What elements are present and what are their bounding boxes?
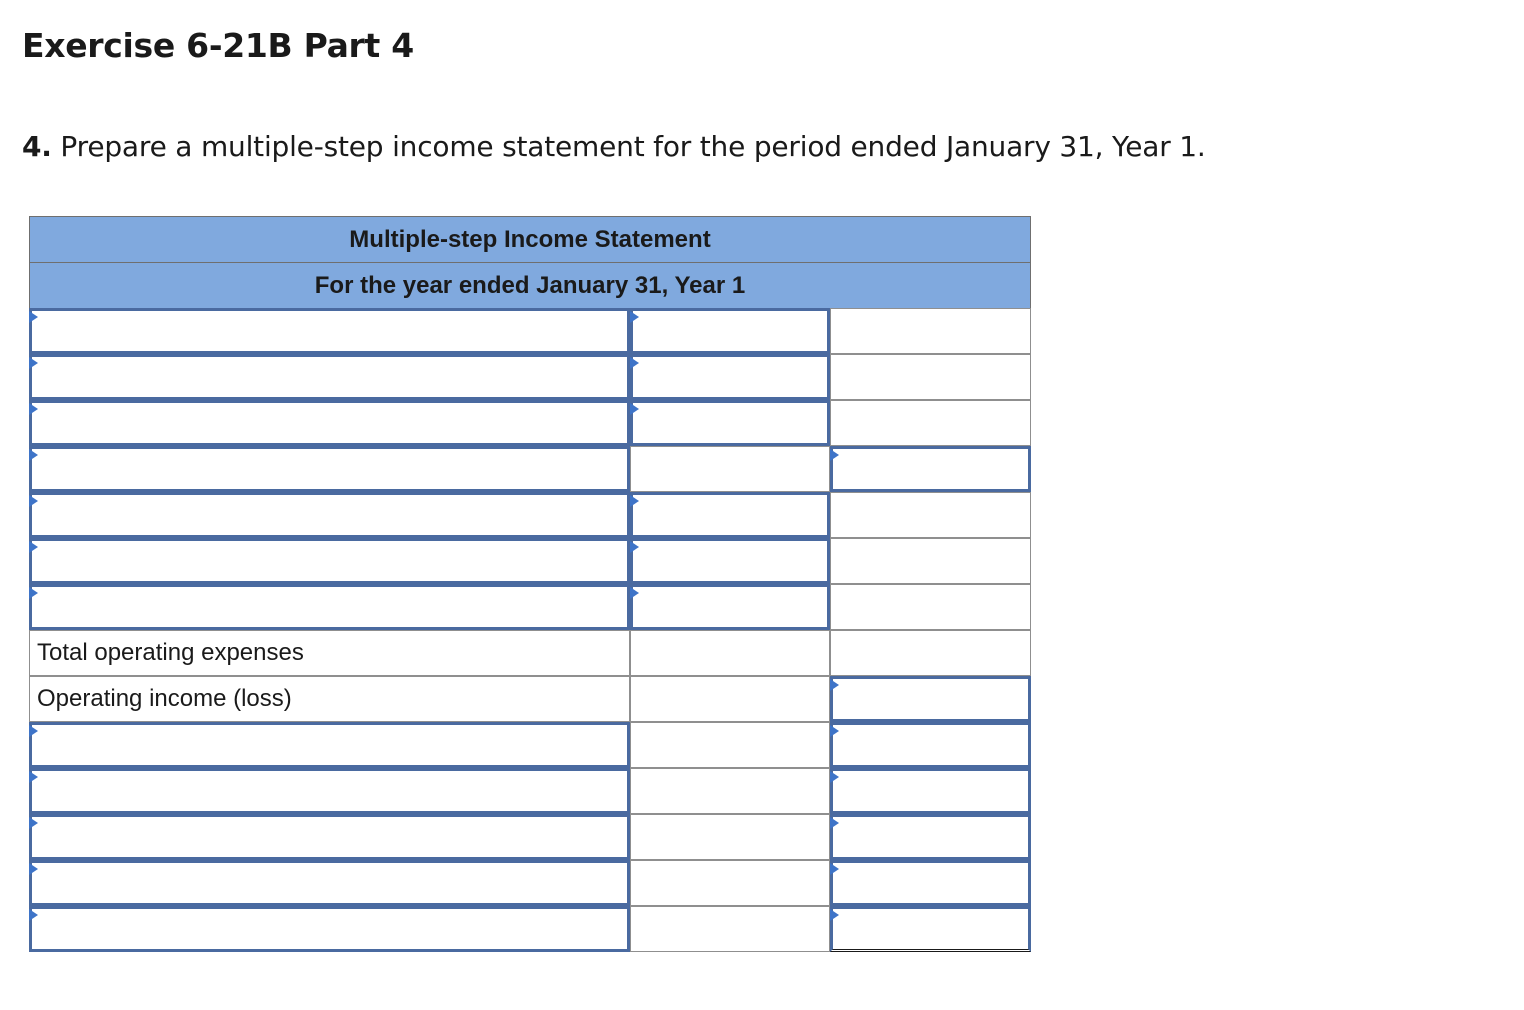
account-dropdown[interactable] [29, 446, 630, 492]
statement-row [29, 538, 1031, 584]
amount-input[interactable] [633, 495, 827, 535]
statement-row [29, 768, 1031, 814]
total-input-cell[interactable] [830, 768, 1031, 814]
total-input[interactable] [833, 725, 1028, 765]
account-input[interactable] [32, 541, 627, 581]
account-dropdown[interactable] [29, 400, 630, 446]
account-input[interactable] [32, 725, 627, 765]
total-input[interactable] [833, 679, 1028, 719]
statement-row [29, 676, 1031, 722]
statement-row [29, 722, 1031, 768]
total-input[interactable] [833, 449, 1028, 489]
statement-row [29, 354, 1031, 400]
total-input[interactable] [833, 817, 1028, 857]
amount-input[interactable] [633, 311, 827, 351]
operating-income-label-cell [29, 676, 630, 722]
amount-cell [630, 860, 830, 906]
total-cell [830, 630, 1031, 676]
account-dropdown[interactable] [29, 768, 630, 814]
account-input[interactable] [32, 495, 627, 535]
total-operating-expenses-label: Total operating expenses [37, 639, 304, 666]
amount-input-cell[interactable] [630, 538, 830, 584]
operating-income-label: Operating income (loss) [37, 685, 292, 712]
exercise-title: Exercise 6-21B Part 4 [22, 26, 414, 65]
total-input-cell[interactable] [830, 814, 1031, 860]
instruction [22, 130, 1206, 163]
total-cell [830, 538, 1031, 584]
total-cell [830, 308, 1031, 354]
total-cell [830, 584, 1031, 630]
total-input-cell[interactable] [830, 860, 1031, 906]
account-input[interactable] [32, 909, 627, 949]
net-income-input[interactable] [833, 909, 1028, 949]
statement-grid [29, 308, 1031, 952]
amount-input[interactable] [633, 357, 827, 397]
statement-row [29, 860, 1031, 906]
statement-row [29, 906, 1031, 952]
account-input[interactable] [32, 311, 627, 351]
statement-title: Multiple-step Income Statement [29, 216, 1031, 263]
total-input-cell[interactable] [830, 446, 1031, 492]
total-cell [830, 400, 1031, 446]
account-input[interactable] [32, 357, 627, 397]
statement-row [29, 584, 1031, 630]
account-dropdown[interactable] [29, 860, 630, 906]
amount-cell [630, 630, 830, 676]
amount-cell [630, 722, 830, 768]
account-input[interactable] [32, 587, 627, 627]
amount-input-cell[interactable] [630, 584, 830, 630]
statement-row [29, 630, 1031, 676]
statement-row [29, 446, 1031, 492]
total-input-cell[interactable] [830, 676, 1031, 722]
amount-cell [630, 446, 830, 492]
statement-period: For the year ended January 31, Year 1 [29, 262, 1031, 309]
total-input-cell[interactable] [830, 722, 1031, 768]
amount-input[interactable] [633, 403, 827, 443]
amount-cell [630, 814, 830, 860]
account-input[interactable] [32, 449, 627, 489]
total-cell [830, 492, 1031, 538]
account-dropdown[interactable] [29, 492, 630, 538]
account-input[interactable] [32, 771, 627, 811]
account-dropdown[interactable] [29, 538, 630, 584]
income-statement-table [29, 216, 1031, 953]
total-input[interactable] [833, 771, 1028, 811]
amount-cell [630, 906, 830, 952]
statement-row [29, 308, 1031, 354]
statement-row [29, 492, 1031, 538]
total-input[interactable] [833, 863, 1028, 903]
statement-row [29, 814, 1031, 860]
statement-row [29, 400, 1031, 446]
account-dropdown[interactable] [29, 308, 630, 354]
account-dropdown[interactable] [29, 722, 630, 768]
amount-cell [630, 768, 830, 814]
amount-input-cell[interactable] [630, 308, 830, 354]
account-input[interactable] [32, 403, 627, 443]
account-dropdown[interactable] [29, 814, 630, 860]
amount-input-cell[interactable] [630, 400, 830, 446]
amount-input[interactable] [633, 587, 827, 627]
amount-input-cell[interactable] [630, 492, 830, 538]
account-dropdown[interactable] [29, 584, 630, 630]
account-dropdown[interactable] [29, 354, 630, 400]
amount-input[interactable] [633, 541, 827, 581]
total-cell [830, 354, 1031, 400]
amount-input-cell[interactable] [630, 354, 830, 400]
instruction-text: Prepare a multiple-step income statement for the period ended January 31, Year 1. [51, 130, 1206, 163]
account-input[interactable] [32, 817, 627, 857]
account-input[interactable] [32, 863, 627, 903]
total-operating-expenses-label-cell [29, 630, 630, 676]
account-dropdown[interactable] [29, 906, 630, 952]
amount-cell [630, 676, 830, 722]
instruction-number: 4. [22, 130, 52, 163]
net-income-input-cell[interactable] [830, 906, 1031, 952]
